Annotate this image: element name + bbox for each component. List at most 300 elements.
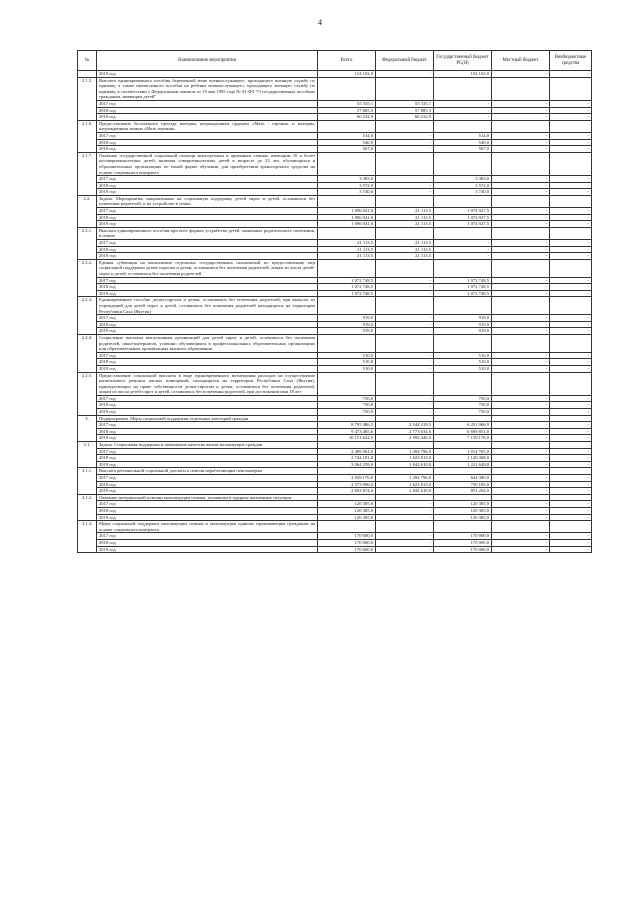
row-number: 3.1.1. [78,468,97,494]
year-label: 2019 год [97,114,318,121]
total-value: 2 039 176,0 [318,475,376,482]
row-number: 2.2.1. [78,227,97,259]
extrabudget-value: - [550,395,592,402]
total-value: 510,0 [318,352,376,359]
total-value [318,195,376,207]
local-value: - [492,514,550,521]
state-value [434,259,492,277]
federal-value: - [376,514,434,521]
row-number: 3. [78,415,97,441]
activity-description: Социальные выплаты выпускникам организаций для детей сирот и детей, оставшихся без попечения родителей, школ-интернатов, успешно обучающимся в профессиональных образовательных организациях или образовательных организациях высшего образования [97,334,318,352]
activity-description: Оказание государственной социальной помощи многодетным и приемным семьям, имеющим 10 и более несовершеннолетних детей, включая совершеннолетних детей в возрасте до 23 лет, обучающихся в образовательных организациях по очной форме обучения, для приобретения транспортного средства на основе социального контракта [97,152,318,175]
state-value: - [434,240,492,247]
year-label: 2017 год [97,533,318,540]
activity-description: Выплата единовременного пособия беременной жене военнослужащего, проходящего военную службу по призыву, а также ежемесячного пособия на ребенка военнослужащего, проходящего военную службу по призыву, в соответствии с Федеральным законом от 19 мая 1995 года № 81-ФЗ "О государственных пособиях гражданам, имеющим детей" [97,77,318,100]
col-state-header: Государственный бюджет РС(Я) [434,51,492,71]
total-value: 510,0 [318,365,376,372]
col-extrabudget-header: Внебюджетные средства [550,51,592,71]
total-value [318,468,376,475]
table-row [78,253,592,260]
table-row [78,284,592,291]
local-value: - [492,402,550,409]
federal-value [376,372,434,395]
extrabudget-value [550,494,592,501]
state-value: 510,0 [434,365,492,372]
section-row [78,521,592,533]
state-value: 170 000,0 [434,546,492,553]
federal-value: - [376,359,434,366]
federal-value: 1 842 610,0 [376,461,434,468]
state-value: - [434,100,492,107]
federal-value: - [376,189,434,196]
table-row [78,507,592,514]
table-row [78,365,592,372]
total-value: 120 385,0 [318,501,376,508]
federal-value: - [376,321,434,328]
extrabudget-value [550,468,592,475]
state-value [434,227,492,239]
total-value: 57 885,3 [318,107,376,114]
local-value: - [492,359,550,366]
extrabudget-value: - [550,514,592,521]
federal-value: 21 113,5 [376,253,434,260]
state-value: 170 000,0 [434,533,492,540]
section-row [78,334,592,352]
local-value: - [492,290,550,297]
total-value: 514,0 [318,132,376,139]
row-number: 2.2.5. [78,372,97,415]
section-row [78,297,592,315]
extrabudget-value [550,195,592,207]
extrabudget-value [550,152,592,175]
year-label: 2017 год [97,315,318,322]
local-value: - [492,107,550,114]
budget-table [77,50,592,553]
total-value [318,372,376,395]
local-value [492,195,550,207]
year-label: 2019 год [97,253,318,260]
total-value: 3 572,0 [318,182,376,189]
section-row [78,468,592,475]
federal-value: - [376,328,434,335]
extrabudget-value: - [550,221,592,228]
table-row [78,176,592,183]
federal-value: 2 992 446,5 [376,435,434,442]
table-row [78,461,592,468]
state-value [434,334,492,352]
activity-description: Подпрограмма. Меры социальной поддержки отдельных категорий граждан [97,415,318,422]
table-row [78,315,592,322]
federal-value: 21 113,5 [376,221,434,228]
total-value: 750,0 [318,395,376,402]
federal-value: 2 544 419,5 [376,422,434,429]
state-value: 1 074 927,5 [434,214,492,221]
extrabudget-value: - [550,455,592,462]
federal-value [376,521,434,533]
local-value [492,415,550,422]
activity-description: Предоставление бесплатного проезда матерям, награжденным орденом «Мать - героиня, и матерям, награжденным знаком «Мать героиня» [97,120,318,132]
local-value: - [492,481,550,488]
row-number: 2.1.7. [78,152,97,195]
table-row [78,481,592,488]
state-value: 3 383,0 [434,176,492,183]
row-number [78,71,97,78]
year-label: 2019 год [97,221,318,228]
extrabudget-value: - [550,501,592,508]
extrabudget-value [550,297,592,315]
row-number: 3.1. [78,442,97,468]
year-label: 2017 год [97,422,318,429]
extrabudget-value: - [550,132,592,139]
row-number: 2.2.4. [78,334,97,372]
local-value: - [492,455,550,462]
table-row [78,189,592,196]
state-value: 1 221 649,0 [434,461,492,468]
extrabudget-value [550,334,592,352]
extrabudget-value: - [550,328,592,335]
activity-description: Задача. Мероприятия, направленные на социальную поддержку детей сирот и детей, оставшихся без попечения родителей, и их устройство в семьи [97,195,318,207]
local-value: - [492,240,550,247]
year-label: 2018 год [97,539,318,546]
total-value: 2 373 996,0 [318,481,376,488]
state-value [434,442,492,449]
year-label: 2019 год [97,435,318,442]
row-number: 3.1.2. [78,494,97,520]
total-value [318,442,376,449]
extrabudget-value: - [550,475,592,482]
extrabudget-value: - [550,182,592,189]
extrabudget-value [550,120,592,132]
table-body [78,71,592,553]
extrabudget-value: - [550,461,592,468]
extrabudget-value: - [550,315,592,322]
extrabudget-value: - [550,422,592,429]
local-value: - [492,352,550,359]
table-row [78,422,592,429]
local-value: - [492,208,550,215]
local-value: - [492,475,550,482]
extrabudget-value: - [550,290,592,297]
state-value: 3 740,0 [434,189,492,196]
local-value: - [492,132,550,139]
local-value: - [492,488,550,495]
local-value: - [492,114,550,121]
year-label: 2017 год [97,501,318,508]
table-row [78,455,592,462]
year-label: 2019 год [97,189,318,196]
local-value: - [492,71,550,78]
table-row [78,240,592,247]
activity-description: Задача. Социальная поддержка и повышение качества жизни малоимущих граждан [97,442,318,449]
local-value [492,442,550,449]
year-label: 2018 год [97,428,318,435]
row-number: 3.1.3. [78,521,97,553]
table-row [78,214,592,221]
federal-value: - [376,315,434,322]
total-value: 55 335,1 [318,100,376,107]
federal-value: 55 335,1 [376,100,434,107]
table-row [78,546,592,553]
state-value: 919,0 [434,315,492,322]
total-value: 1 072 748,5 [318,277,376,284]
year-label: 2018 год [97,481,318,488]
state-value: - [434,253,492,260]
state-value [434,297,492,315]
local-value: - [492,428,550,435]
total-value [318,259,376,277]
federal-value: 1 394 796,0 [376,475,434,482]
total-value: 21 113,5 [318,246,376,253]
state-value [434,521,492,533]
state-value: 750,0 [434,402,492,409]
extrabudget-value: - [550,246,592,253]
state-value [434,120,492,132]
state-value: 120 385,0 [434,514,492,521]
state-value: 750,0 [434,395,492,402]
federal-value: - [376,71,434,78]
state-value [434,372,492,395]
row-number: 2.2.3. [78,297,97,335]
total-value: 170 000,0 [318,546,376,553]
state-value [434,494,492,501]
federal-value: 21 113,5 [376,214,434,221]
extrabudget-value [550,372,592,395]
extrabudget-value: - [550,253,592,260]
federal-value: 60 232,9 [376,114,434,121]
total-value: 120 385,0 [318,507,376,514]
section-row [78,77,592,100]
section-row [78,259,592,277]
total-value: 10 151 622,5 [318,435,376,442]
federal-value: - [376,352,434,359]
federal-value: - [376,507,434,514]
table-row [78,328,592,335]
year-label: 2018 год [97,182,318,189]
row-number: 2.1.6. [78,120,97,152]
local-value: - [492,533,550,540]
state-value: 1 072 748,5 [434,284,492,291]
local-value: - [492,422,550,429]
total-value: 919,0 [318,315,376,322]
total-value: 1 096 041,0 [318,214,376,221]
table-header [78,51,592,71]
federal-value: 57 885,3 [376,107,434,114]
col-activity-header: Наименование мероприятия [97,51,318,71]
year-label: 2018 год [97,139,318,146]
table-row [78,321,592,328]
state-value: 919,0 [434,321,492,328]
extrabudget-value: - [550,321,592,328]
local-value: - [492,176,550,183]
col-number-header: № [78,51,97,71]
extrabudget-value: - [550,435,592,442]
state-value: 510,0 [434,359,492,366]
local-value [492,77,550,100]
local-value: - [492,409,550,416]
extrabudget-value: - [550,208,592,215]
state-value: 750 183,0 [434,481,492,488]
local-value [492,120,550,132]
year-label: 2018 год [97,284,318,291]
row-number: 2.2. [78,195,97,227]
extrabudget-value: - [550,533,592,540]
total-value [318,521,376,533]
extrabudget-value: - [550,189,592,196]
table-row [78,402,592,409]
section-row [78,372,592,395]
table-row [78,475,592,482]
federal-value [376,442,434,449]
local-value: - [492,435,550,442]
local-value: - [492,507,550,514]
table-row [78,182,592,189]
state-value: 644 380,0 [434,475,492,482]
section-row [78,494,592,501]
local-value: - [492,461,550,468]
extrabudget-value [550,77,592,100]
local-value [492,372,550,395]
federal-value: - [376,501,434,508]
local-value: - [492,546,550,553]
total-value: 120 385,0 [318,514,376,521]
state-value: 1 120 368,0 [434,455,492,462]
table-row [78,277,592,284]
federal-value [376,468,434,475]
local-value: - [492,139,550,146]
extrabudget-value: - [550,284,592,291]
table-row [78,114,592,121]
federal-value [376,494,434,501]
total-value: 540,0 [318,139,376,146]
year-label: 2017 год [97,277,318,284]
local-value: - [492,395,550,402]
year-label: 2017 год [97,395,318,402]
total-value: 1 096 041,0 [318,208,376,215]
local-value [492,468,550,475]
local-value: - [492,365,550,372]
state-value: 1 074 927,5 [434,208,492,215]
federal-value: - [376,395,434,402]
year-label: 2019 год [97,365,318,372]
extrabudget-value: - [550,114,592,121]
total-value [318,334,376,352]
federal-value: - [376,365,434,372]
table-row [78,533,592,540]
total-value: 750,0 [318,409,376,416]
page-number: 4 [318,18,322,27]
section-row [78,195,592,207]
state-value: - [434,246,492,253]
year-label: 2017 год [97,475,318,482]
state-value: 750,0 [434,409,492,416]
total-value [318,77,376,100]
federal-value: - [376,539,434,546]
year-label: 2019 год [97,461,318,468]
section-row [78,442,592,449]
col-total-header: Всего [318,51,376,71]
total-value: 3 064 259,0 [318,461,376,468]
local-value: - [492,277,550,284]
total-value: 154 102,0 [318,71,376,78]
table-row [78,290,592,297]
year-label: 2018 год [97,359,318,366]
federal-value [376,152,434,175]
federal-value: - [376,402,434,409]
local-value [492,152,550,175]
total-value [318,120,376,132]
extrabudget-value: - [550,359,592,366]
local-value: - [492,328,550,335]
state-value [434,415,492,422]
local-value: - [492,539,550,546]
federal-value [376,334,434,352]
year-label: 2017 год [97,100,318,107]
table-row [78,208,592,215]
year-label: 2019 год [97,290,318,297]
state-value: 919,0 [434,328,492,335]
extrabudget-value: - [550,352,592,359]
federal-value [376,259,434,277]
table-row [78,448,592,455]
extrabudget-value: - [550,71,592,78]
local-value: - [492,189,550,196]
year-label: 2017 год [97,208,318,215]
local-value [492,521,550,533]
federal-value: - [376,182,434,189]
state-value: 154 102,0 [434,71,492,78]
federal-value: - [376,132,434,139]
total-value: 21 113,5 [318,240,376,247]
activity-description: Единовременное пособие детям-сиротам и детям, оставшимся без попечения родителей, при выпуске из учреждений для детей сирот и детей, оставшихся без попечения родителей находящихся на территории Республики Саха (Якутия) [97,297,318,315]
year-label: 2018 год [97,321,318,328]
state-value [434,195,492,207]
federal-value [376,195,434,207]
table-row [78,395,592,402]
federal-value: - [376,176,434,183]
extrabudget-value [550,415,592,422]
total-value: 2 409 561,0 [318,448,376,455]
state-value: 6 251 066,9 [434,422,492,429]
year-label: 2019 год [97,328,318,335]
federal-value: 1 394 796,0 [376,448,434,455]
extrabudget-value: - [550,539,592,546]
extrabudget-value [550,521,592,533]
year-label: 2019 год [97,488,318,495]
year-label: 2017 год [97,176,318,183]
federal-value: - [376,533,434,540]
table-row [78,246,592,253]
federal-value: - [376,546,434,553]
section-row [78,415,592,422]
state-value: 851 264,0 [434,488,492,495]
extrabudget-value: - [550,546,592,553]
table-row [78,146,592,153]
local-value: - [492,146,550,153]
state-value: 1 074 927,5 [434,221,492,228]
local-value [492,494,550,501]
state-value: 510,0 [434,352,492,359]
local-value: - [492,182,550,189]
table-row [78,514,592,521]
state-value [434,468,492,475]
extrabudget-value: - [550,176,592,183]
extrabudget-value [550,227,592,239]
section-row [78,120,592,132]
table-row [78,221,592,228]
year-label: 2018 год [97,402,318,409]
year-label: 2018 год [97,507,318,514]
total-value: 21 113,5 [318,253,376,260]
